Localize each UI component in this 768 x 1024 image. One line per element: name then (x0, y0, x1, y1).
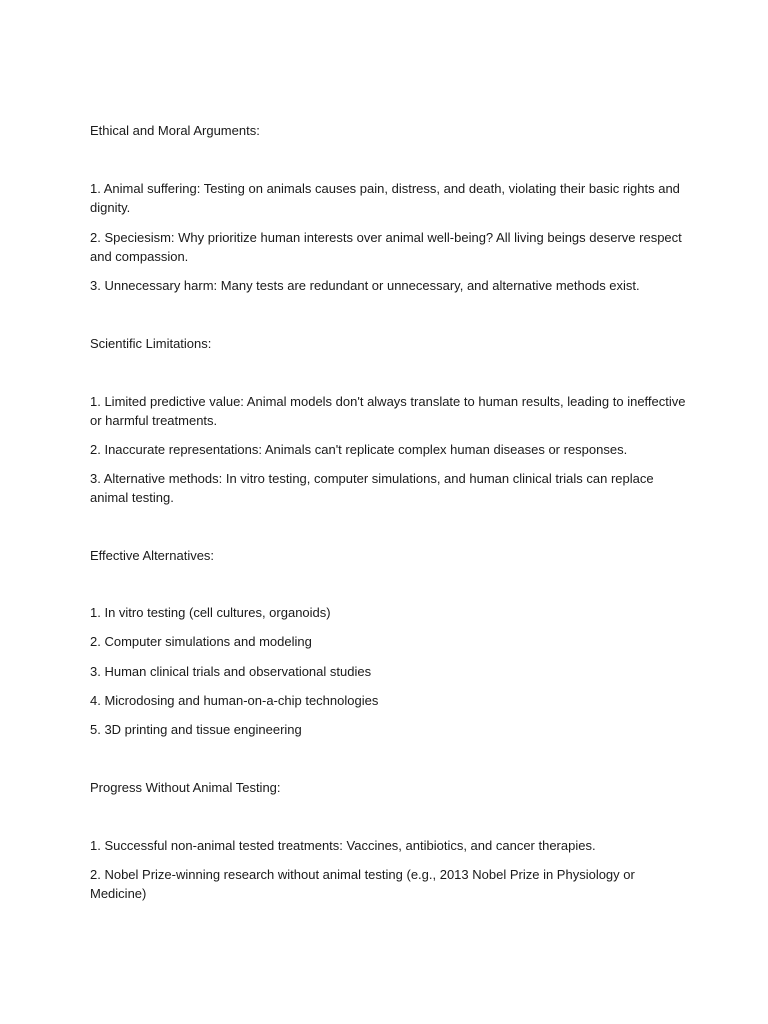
list-item-in-vitro: 1. In vitro testing (cell cultures, organoids) (90, 605, 331, 620)
section-heading-ethical: Ethical and Moral Arguments: (90, 123, 260, 138)
list-item-unnecessary-harm: 3. Unnecessary harm: Many tests are redundant or unnecessary, and alternative methods exist. (90, 278, 640, 293)
list-item-speciesism: 2. Speciesism: Why prioritize human interests over animal well-being? All living beings deserve respect and compassion. (90, 230, 682, 264)
list-item-microdosing: 4. Microdosing and human-on-a-chip technologies (90, 693, 379, 708)
section-heading-scientific: Scientific Limitations: (90, 336, 212, 351)
list-item-predictive-value: 1. Limited predictive value: Animal models don't always translate to human results, leading to ineffective or harmful treatments. (90, 394, 686, 428)
list-item-animal-suffering: 1. Animal suffering: Testing on animals causes pain, distress, and death, violating their basic rights and dignity. (90, 181, 680, 215)
section-heading-alternatives: Effective Alternatives: (90, 548, 215, 563)
list-item-inaccurate-representations: 2. Inaccurate representations: Animals can't replicate complex human diseases or responses. (90, 442, 628, 457)
list-item-3d-printing: 5. 3D printing and tissue engineering (90, 722, 302, 737)
list-item-nobel-prize: 2. Nobel Prize-winning research without animal testing (e.g., 2013 Nobel Prize in Physiology or Medicine) (90, 867, 635, 901)
list-item-alternative-methods: 3. Alternative methods: In vitro testing, computer simulations, and human clinical trials can replace animal testing. (90, 471, 654, 505)
section-heading-progress: Progress Without Animal Testing: (90, 780, 281, 795)
list-item-clinical-trials: 3. Human clinical trials and observational studies (90, 664, 372, 679)
list-item-computer-simulations: 2. Computer simulations and modeling (90, 634, 312, 649)
list-item-successful-treatments: 1. Successful non-animal tested treatments: Vaccines, antibiotics, and cancer therapies. (90, 838, 596, 853)
